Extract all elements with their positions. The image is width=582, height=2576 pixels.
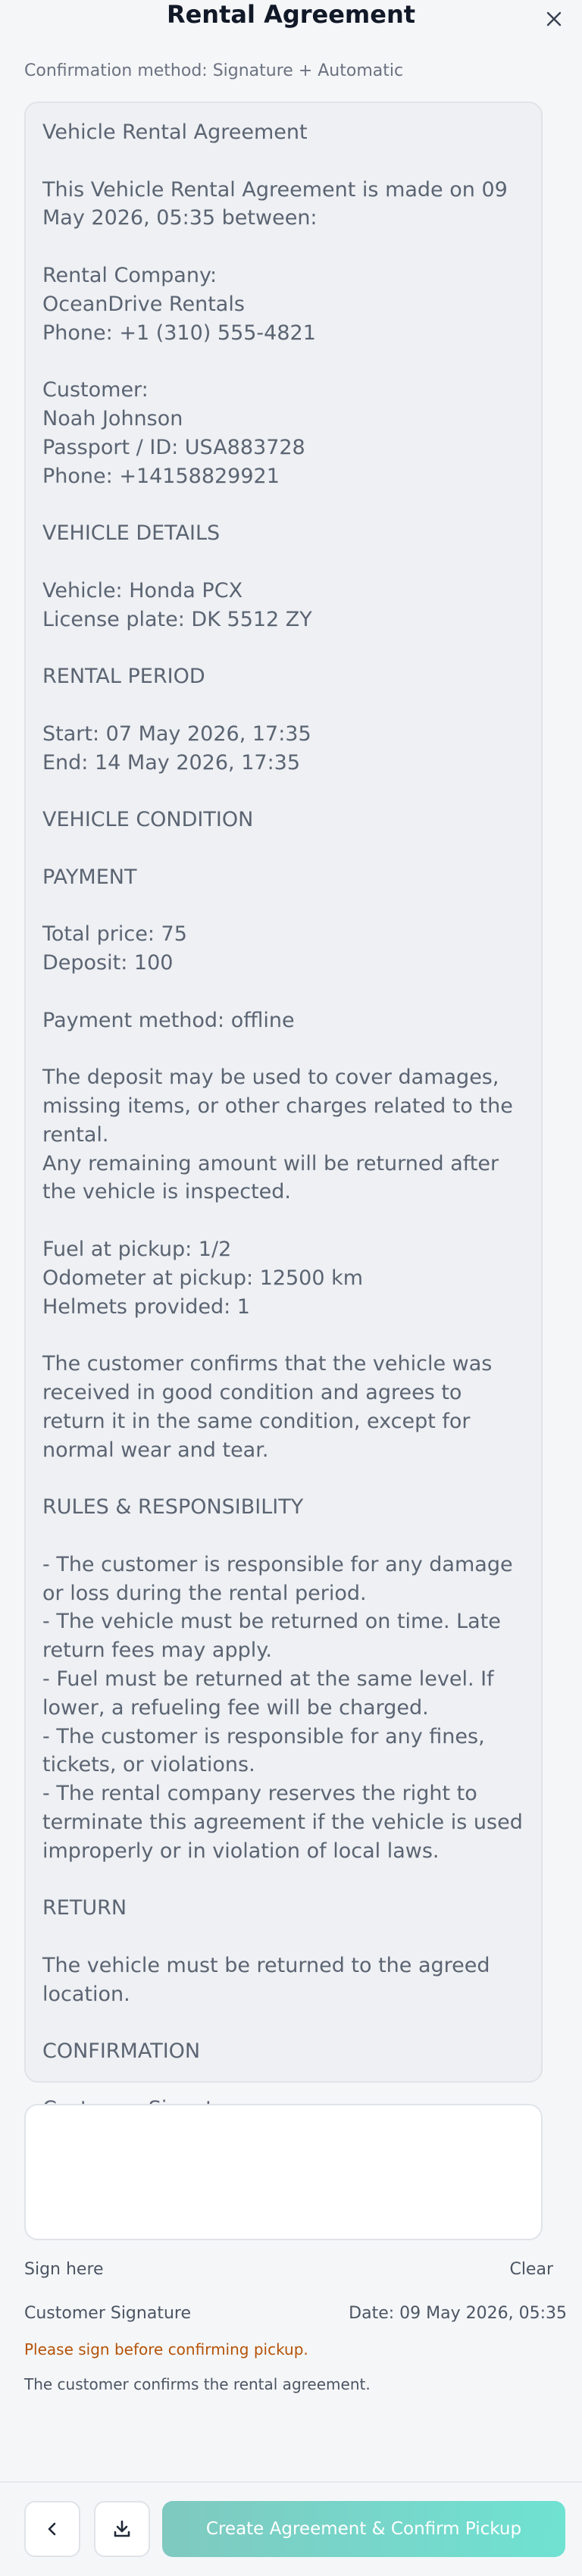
- header: [0, 0, 582, 33]
- agreement-text: Vehicle Rental Agreement This Vehicle Rental Agreement is made on 09 May 2026, 05:35 between: Rental Company: OceanDrive Rentals Phone: +1 (310) 555-4821 Customer: Noah Johnson Passport / ID: USA883728 Phone: +14158829921 VEHICLE DETAILS Vehicle: Honda PCX License plate: DK 5512 ZY RENTAL PERIOD Start: 07 May 2026, 17:35 End: 14 May 2026, 17:35 VEHICLE CONDITION PAYMENT Total price: 75 Deposit: 100 Payment method: offline The deposit may be used to cover damages, missing items, or other charges related to the rental. Any remaining amount will be returned after the vehicle is inspected. Fuel at pickup: 1/2 Odometer at pickup: 12500 km Helmets provided: 1 The customer confirms that the vehicle was received in good condition and agrees to return it in the same condition, except for normal wear and tear. RULES & RESPONSIBILITY - The customer is responsible for any damage or loss during the rental period. - The vehicle must be returned on time. Late return fees may apply. - Fuel must be returned at the same level. If lower, a refueling fee will be charged. - The customer is responsible for any fines, tickets, or violations. - The rental company reserves the right to terminate this agreement if the vehicle is used improperly or in violation of local laws. RETURN The vehicle must be returned to the agreed location. CONFIRMATION: [42, 121, 523, 2064]
- signature-pad[interactable]: [24, 2104, 543, 2240]
- confirmation-note: The customer confirms the rental agreement.: [24, 2375, 371, 2393]
- sign-here-label: Sign here: [24, 2260, 104, 2279]
- page-title: Rental Agreement: [166, 0, 416, 29]
- chevron-left-icon: [43, 2520, 61, 2538]
- confirmation-method: Confirmation method: Signature + Automatic: [24, 61, 404, 80]
- sign-warning: Please sign before confirming pickup.: [24, 2340, 308, 2358]
- agreement-panel[interactable]: [24, 102, 543, 2083]
- back-button[interactable]: [24, 2501, 80, 2557]
- clear-signature-button[interactable]: Clear: [509, 2260, 553, 2279]
- download-button[interactable]: [94, 2501, 150, 2557]
- create-agreement-button[interactable]: Create Agreement & Confirm Pickup: [162, 2501, 565, 2557]
- signature-date: Date: 09 May 2026, 05:35: [349, 2304, 567, 2323]
- close-button[interactable]: [541, 6, 567, 32]
- download-icon: [111, 2518, 133, 2540]
- close-icon: [546, 11, 562, 27]
- customer-signature-label: Customer Signature: [24, 2304, 191, 2323]
